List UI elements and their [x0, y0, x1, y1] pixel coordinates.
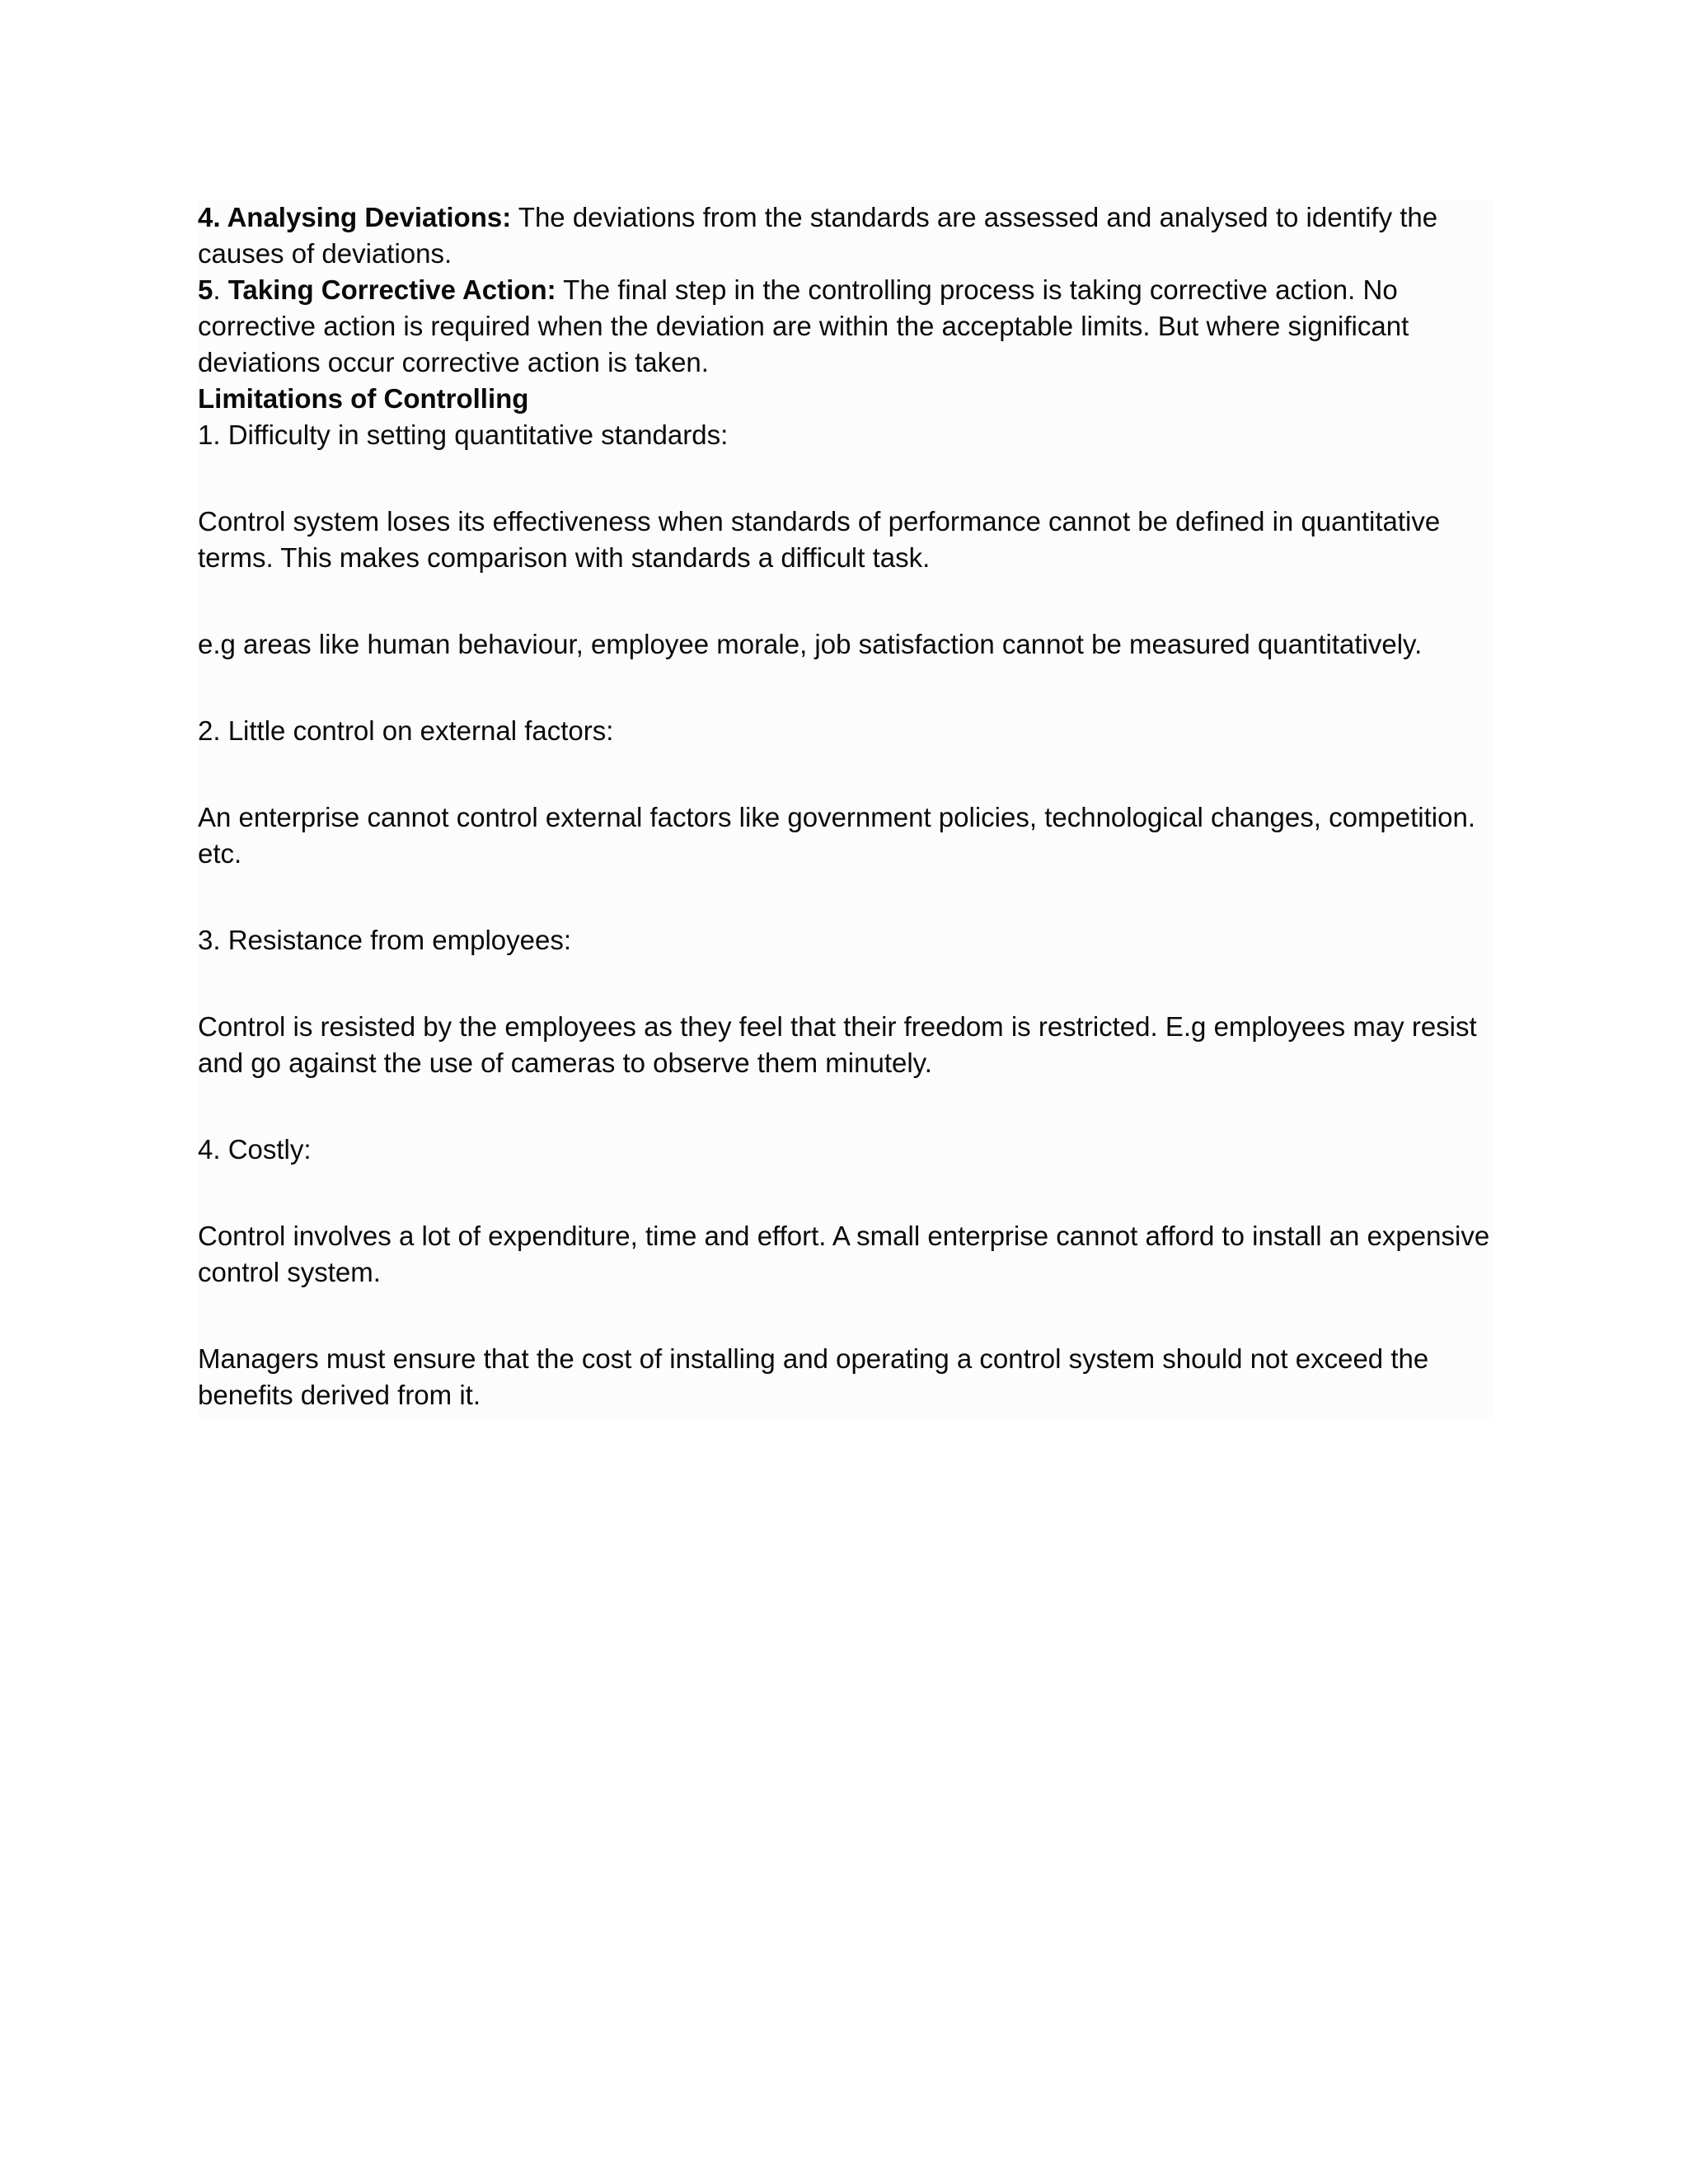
limitation-4-title: 4. Costly:: [198, 1134, 312, 1165]
limitation-4-paragraph-2: Managers must ensure that the cost of installing and operating a control system should not exceed the benefits derived from it.: [198, 1343, 1429, 1410]
step-5-separator: .: [213, 274, 228, 305]
document-body: [198, 199, 1493, 1413]
step-4-label: 4. Analysing Deviations:: [198, 202, 512, 232]
limitation-3-paragraph-1: Control is resisted by the employees as they feel that their freedom is restricted. E.g employees may resist and go against the use of cameras to observe them minutely.: [198, 1011, 1477, 1078]
spacer: [198, 749, 1493, 799]
step-5-number: 5: [198, 274, 213, 305]
step-4-paragraph: [198, 199, 1493, 272]
spacer: [198, 958, 1493, 1009]
limitation-2-paragraph-1: An enterprise cannot control external factors like government policies, technological changes, competition. etc.: [198, 802, 1476, 869]
step-5-text: The final step in the controlling process is taking corrective action. No corrective action is required when the deviation are within the acceptable limits. But where significant deviations occur corrective action is taken.: [198, 274, 1409, 377]
limitations-heading: Limitations of Controlling: [198, 383, 529, 414]
spacer: [198, 1291, 1493, 1341]
limitation-2-title: 2. Little control on external factors:: [198, 715, 614, 746]
limitation-1-title: 1. Difficulty in setting quantitative standards:: [198, 419, 729, 450]
spacer: [198, 663, 1493, 713]
step-5-label: Taking Corrective Action:: [227, 274, 556, 305]
spacer: [198, 453, 1493, 504]
limitation-3-title: 3. Resistance from employees:: [198, 925, 572, 955]
limitation-1-paragraph-2: e.g areas like human behaviour, employee morale, job satisfaction cannot be measured quantitatively.: [198, 629, 1423, 659]
step-5-paragraph: [198, 272, 1493, 381]
limitation-4-paragraph-1: Control involves a lot of expenditure, time and effort. A small enterprise cannot afford to install an expensive control system.: [198, 1221, 1490, 1287]
spacer: [198, 576, 1493, 626]
spacer: [198, 1168, 1493, 1218]
limitation-1-paragraph-1: Control system loses its effectiveness when standards of performance cannot be defined in quantitative terms. This makes comparison with standards a difficult task.: [198, 506, 1441, 573]
spacer: [198, 1081, 1493, 1132]
step-4-text: The deviations from the standards are assessed and analysed to identify the causes of deviations.: [198, 202, 1438, 269]
spacer: [198, 872, 1493, 922]
